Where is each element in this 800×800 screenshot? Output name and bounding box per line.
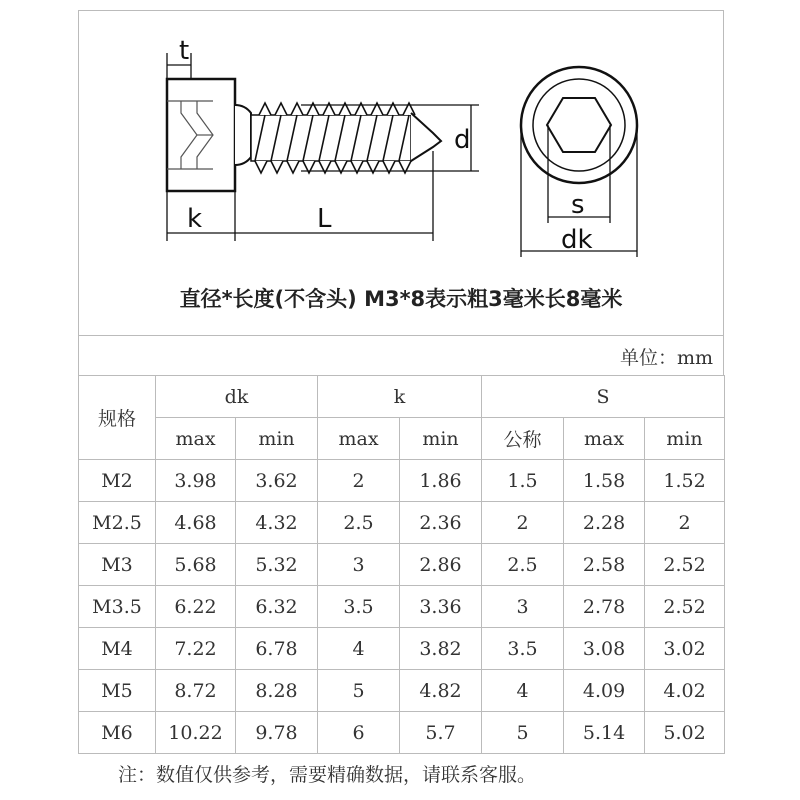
spec-size-cell: M2.5 [79,502,156,544]
table-cell: 4 [482,670,564,712]
threaded-shank [251,103,415,173]
spec-size-cell: M5 [79,670,156,712]
table-cell: 4.32 [236,502,318,544]
table-cell: 2.52 [645,586,725,628]
table-cell: 1.52 [645,460,725,502]
table-cell: 3.08 [564,628,645,670]
diagram-caption: 直径*长度(不含头) M3*8表示粗3毫米长8毫米 [179,287,623,311]
table-row [79,544,725,586]
table-cell: 3.36 [400,586,482,628]
table-cell: 2 [318,460,400,502]
table-cell: 9.78 [236,712,318,754]
table-cell: 8.28 [236,670,318,712]
subheader-s-max: max [564,418,645,460]
table-cell: 2.5 [318,502,400,544]
table-cell: 4.09 [564,670,645,712]
label-dk: dk [561,225,593,255]
table-cell: 4 [318,628,400,670]
table-cell: 3.82 [400,628,482,670]
table-cell: 1.86 [400,460,482,502]
table-row [79,628,725,670]
table-cell: 4.82 [400,670,482,712]
spec-table [78,375,725,754]
group-header-dk: dk [156,376,318,418]
table-cell: 3 [318,544,400,586]
table-cell: 2.36 [400,502,482,544]
subheader-dk-min: min [236,418,318,460]
table-cell: 2.5 [482,544,564,586]
table-cell: 2.28 [564,502,645,544]
table-cell: 4.02 [645,670,725,712]
table-cell: 1.5 [482,460,564,502]
spec-size-cell: M3.5 [79,586,156,628]
unit-label: 单位：mm [619,347,713,369]
group-header-s: S [482,376,725,418]
table-cell: 6.78 [236,628,318,670]
table-cell: 4.68 [156,502,236,544]
subheader-dk-max: max [156,418,236,460]
screw-tip [411,113,441,161]
subheader-k-min: min [400,418,482,460]
footnote: 注：数值仅供参考，需要精确数据，请联系客服。 [118,764,537,786]
table-cell: 5.7 [400,712,482,754]
table-cell: 10.22 [156,712,236,754]
table-cell: 5.02 [645,712,725,754]
subheader-s-nominal: 公称 [482,418,564,460]
table-cell: 3 [482,586,564,628]
label-t: t [179,36,190,66]
table-cell: 5.68 [156,544,236,586]
label-L: L [317,204,332,234]
table-cell: 8.72 [156,670,236,712]
table-cell: 2.78 [564,586,645,628]
subheader-k-max: max [318,418,400,460]
group-header-k: k [318,376,482,418]
table-cell: 6 [318,712,400,754]
table-row [79,586,725,628]
table-cell: 5.14 [564,712,645,754]
table-cell: 7.22 [156,628,236,670]
label-d: d [454,125,471,155]
table-row [79,460,725,502]
table-cell: 2 [482,502,564,544]
table-row [79,670,725,712]
table-row [79,502,725,544]
table-cell: 3.62 [236,460,318,502]
table-cell: 3.02 [645,628,725,670]
table-cell: 2.86 [400,544,482,586]
spec-size-cell: M6 [79,712,156,754]
spec-size-cell: M4 [79,628,156,670]
table-cell: 3.98 [156,460,236,502]
table-cell: 2.52 [645,544,725,586]
table-cell: 5 [482,712,564,754]
subheader-s-min: min [645,418,725,460]
spec-header: 规格 [79,376,156,460]
spec-size-cell: M3 [79,544,156,586]
table-cell: 3.5 [318,586,400,628]
label-k: k [187,204,203,234]
table-cell: 1.58 [564,460,645,502]
spec-size-cell: M2 [79,460,156,502]
table-cell: 2.58 [564,544,645,586]
table-cell: 3.5 [482,628,564,670]
screw-neck [235,105,251,165]
table-cell: 6.32 [236,586,318,628]
table-cell: 6.22 [156,586,236,628]
table-row [79,712,725,754]
table-cell: 2 [645,502,725,544]
unit-row [78,336,724,376]
label-s: s [571,190,585,220]
drawing-panel [78,10,724,336]
table-cell: 5.32 [236,544,318,586]
table-cell: 5 [318,670,400,712]
